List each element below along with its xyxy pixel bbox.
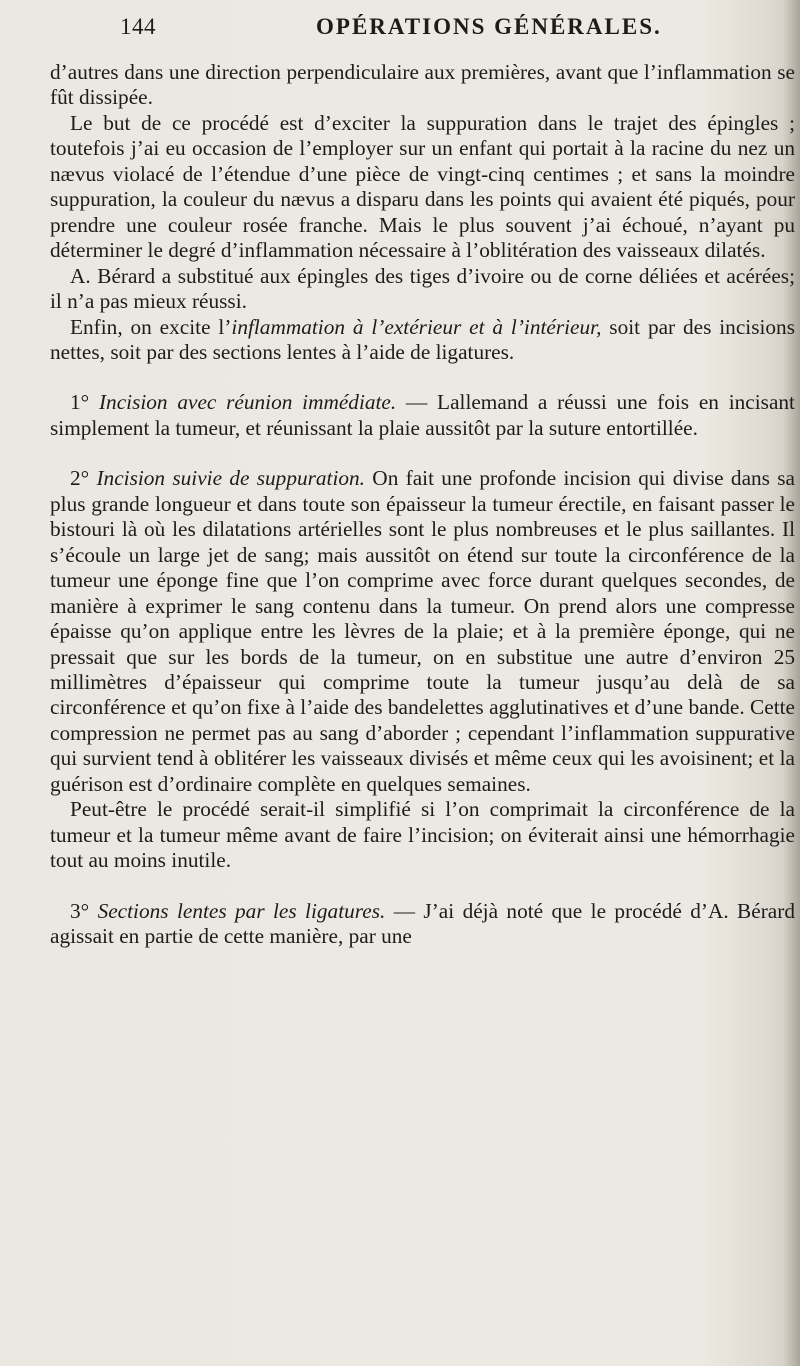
paragraph-inflammation: Enfin, on excite l’inflammation à l’extérieur et à l’intérieur, soit par des incisions nettes, soit par des sections lentes à l’aide de ligatures. [50, 314, 795, 364]
section-3-ligatures: 3° Sections lentes par les ligatures. — J’ai déjà noté que le procédé d’A. Bérard agissait en partie de cette manière, par une [50, 898, 795, 949]
body-text [50, 60, 795, 950]
page-number: 144 [120, 14, 156, 39]
section-2-heading: Incision suivie de suppuration. [96, 466, 366, 491]
paragraph-procedure-goal: Le but de ce procédé est d’exciter la suppuration dans le trajet des épingles ; toutefois j’ai eu occasion de l’employer sur un enfant qui portait à la racine du nez un nævus violacé de l’étendue d’une pièce de vingt-cinq centimes ; et sans la moindre suppuration, la couleur du nævus a disparu dans les points qui avaient été piqués, pour prendre une couleur rosée franche. Mais le plus souvent j’ai échoué, n’ayant pu déterminer le degré d’inflammation nécessaire à l’oblitération des vaisseaux dilatés. [50, 110, 795, 263]
emphasis-inflammation: inflammation à l’extérieur et à l’intérieur, [231, 314, 602, 339]
paragraph-simplification: Peut-être le procédé serait-il simplifié si l’on comprimait la circonférence de la tumeur et la tumeur même avant de faire l’incision; on éviterait ainsi une hémorrhagie tout au moins inutile. [50, 797, 795, 873]
paragraph-continuation: d’autres dans une direction perpendiculaire aux premières, avant que l’inflammation se fût dissipée. [50, 60, 795, 110]
page-header [0, 14, 800, 54]
section-2-incision-suppuration: 2° Incision suivie de suppuration. On fait une profonde incision qui divise dans sa plus grande longueur et dans toute son épaisseur la tumeur érectile, en faisant passer le bistouri là où les dilatations artérielles sont le plus nombreuses et le plus saillantes. Il s’écoule un large jet de sang; mais aussitôt on étend sur toute la circonférence de la tumeur une éponge fine que l’on comprime avec force durant quelques secondes, de manière à exprimer le sang contenu dans la tumeur. On prend alors une compresse épaisse qu’on applique entre les lèvres de la plaie; et à la première éponge, qui ne pressait que sur les bords de la tumeur, on en substitue une autre d’environ 25 millimètres d’épaisseur qui comprime toute la tumeur jusqu’au delà de sa circonférence et qu’on fixe à l’aide des bandelettes agglutinatives et d’une bande. Cette compression ne permet pas au sang d’aborder ; cependant l’inflammation suppurative qui survient tend à oblitérer les vaisseaux divisés et même ceux qui les avoisinent; et la guérison est d’ordinaire complète en quelques semaines. [50, 466, 795, 796]
paragraph-berard: A. Bérard a substitué aux épingles des tiges d’ivoire ou de corne déliées et acérées; il n’a pas mieux réussi. [50, 263, 795, 314]
section-3-heading: Sections lentes par les ligatures. [97, 898, 386, 923]
running-head: OPÉRATIONS GÉNÉRALES. [316, 14, 662, 39]
section-1-heading: Incision avec réunion immédiate. [98, 390, 397, 415]
section-1-incision-reunion: 1° Incision avec réunion immédiate. — Lallemand a réussi une fois en incisant simplement la tumeur, et réunissant la plaie aussitôt par la suture entortillée. [50, 390, 795, 440]
